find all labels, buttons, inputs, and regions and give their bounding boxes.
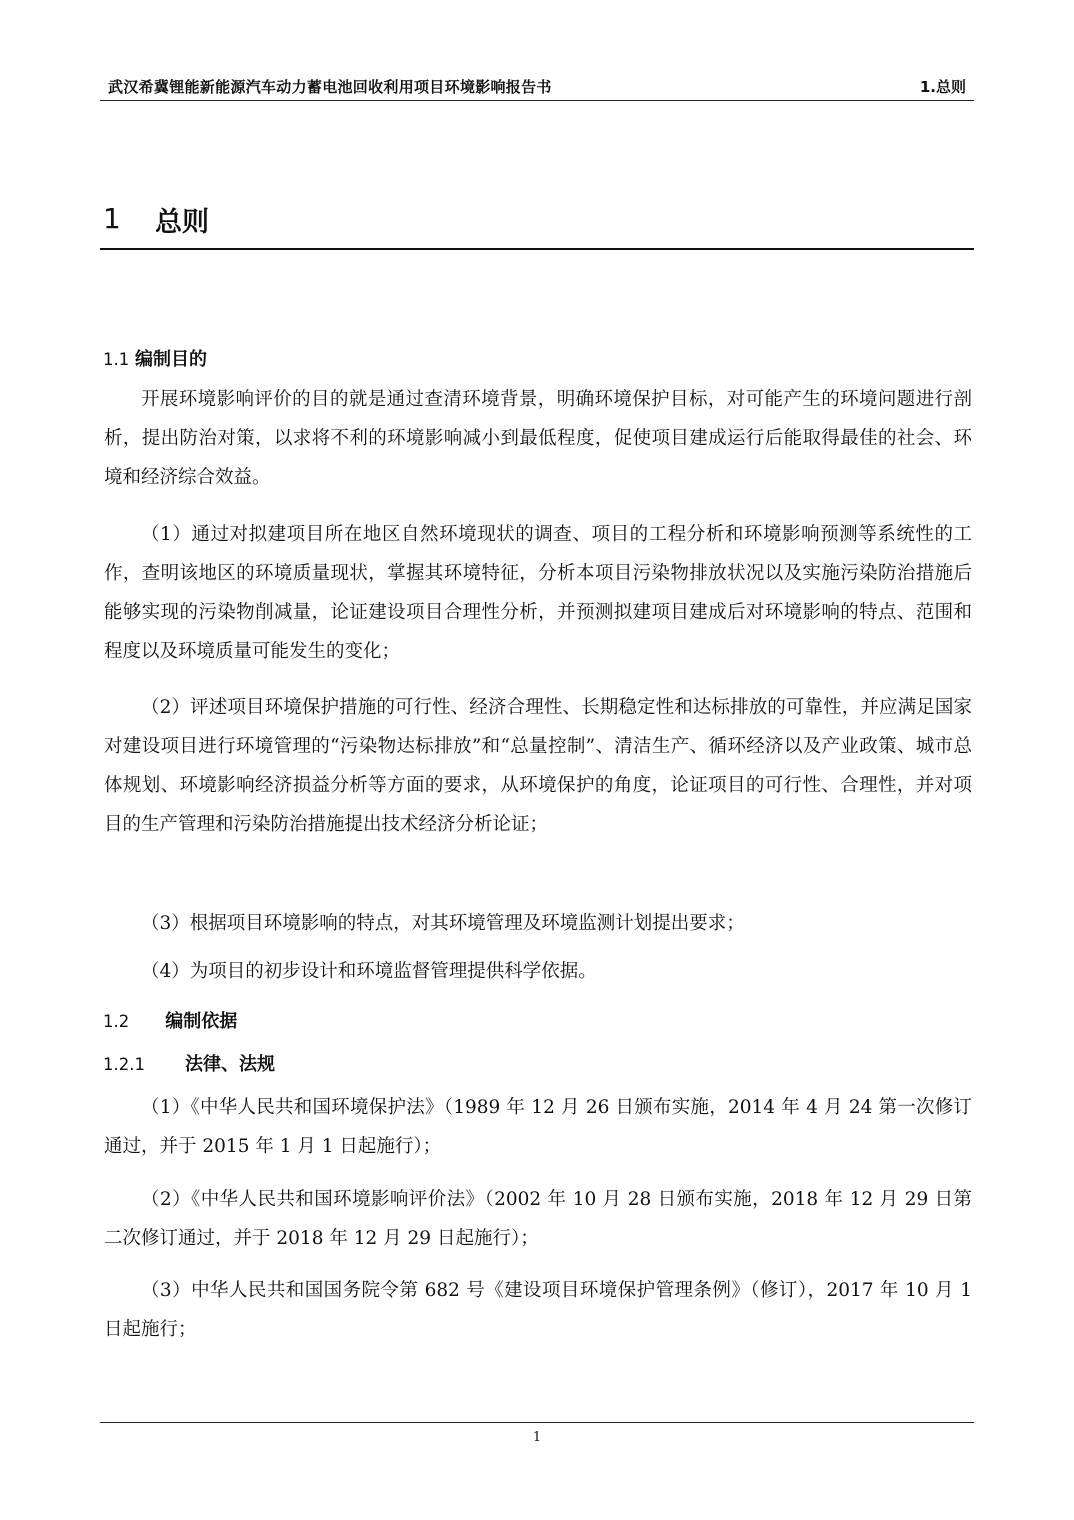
page-number: 1 — [532, 1430, 542, 1445]
paragraph-law-item-1: （1）《中华人民共和国环境保护法》（1989 年 12 月 26 日颁布实施，2014 年 4 月 24 第一次修订通过，并于 2015 年 1 月 1 日起施行）； — [104, 1097, 972, 1157]
section-title: 编制依据 — [165, 1011, 238, 1032]
section-heading-1-2-1 — [103, 1050, 275, 1076]
section-number: 1.1 — [103, 350, 130, 369]
paragraph-purpose-intro: 开展环境影响评价的目的就是通过查清环境背景，明确环境保护目标，对可能产生的环境问题进行剖析，提出防治对策，以求将不利的环境影响减小到最低程度，促使项目建成运行后能取得最佳的社会、环境和经济综合效益。 — [104, 389, 972, 488]
page-header — [100, 74, 974, 101]
section-title: 法律、法规 — [184, 1054, 275, 1075]
paragraph-law-item-2: （2）《中华人民共和国环境影响评价法》（2002 年 10 月 28 日颁布实施，2018 年 12 月 29 日第二次修订通过，并于 2018 年 12 月 29 日起施行）； — [104, 1189, 972, 1249]
header-document-title: 武汉希冀锂能新能源汽车动力蓄电池回收利用项目环境影响报告书 — [108, 78, 552, 96]
section-heading-1-2 — [103, 1007, 237, 1033]
section-number: 1.2.1 — [103, 1055, 145, 1074]
section-title: 编制目的 — [134, 349, 207, 370]
paragraph-law-item-3: （3）中华人民共和国国务院令第 682 号《建设项目环境保护管理条例》（修订），2017 年 10 月 1 日起施行； — [104, 1280, 972, 1340]
page-footer-rule — [100, 1422, 974, 1423]
paragraph-purpose-item-2: （2）评述项目环境保护措施的可行性、经济合理性、长期稳定性和达标排放的可靠性，并应满足国家对建设项目进行环境管理的“污染物达标排放”和“总量控制”、清洁生产、循环经济以及产业政策、城市总体规划、环境影响经济损益分析等方面的要求，从环境保护的角度，论证项目的可行性、合理性，并对项目的生产管理和污染防治措施提出技术经济分析论证； — [104, 697, 972, 835]
section-number: 1.2 — [103, 1012, 130, 1031]
chapter-heading — [100, 196, 974, 250]
header-chapter-label: 1.总则 — [919, 78, 966, 96]
paragraph-purpose-item-3: （3）根据项目环境影响的特点，对其环境管理及环境监测计划提出要求； — [141, 913, 745, 934]
chapter-title: 总则 — [155, 207, 209, 238]
section-heading-1-1 — [103, 345, 207, 371]
chapter-number: 1 — [103, 202, 121, 235]
paragraph-purpose-item-1: （1）通过对拟建项目所在地区自然环境现状的调查、项目的工程分析和环境影响预测等系统性的工作，查明该地区的环境质量现状，掌握其环境特征，分析本项目污染物排放状况以及实施污染防治措施后能够实现的污染物削减量，论证建设项目合理性分析，并预测拟建项目建成后对环境影响的特点、范围和程度以及环境质量可能发生的变化； — [104, 524, 972, 662]
paragraph-purpose-item-4: （4）为项目的初步设计和环境监督管理提供科学依据。 — [141, 961, 597, 982]
